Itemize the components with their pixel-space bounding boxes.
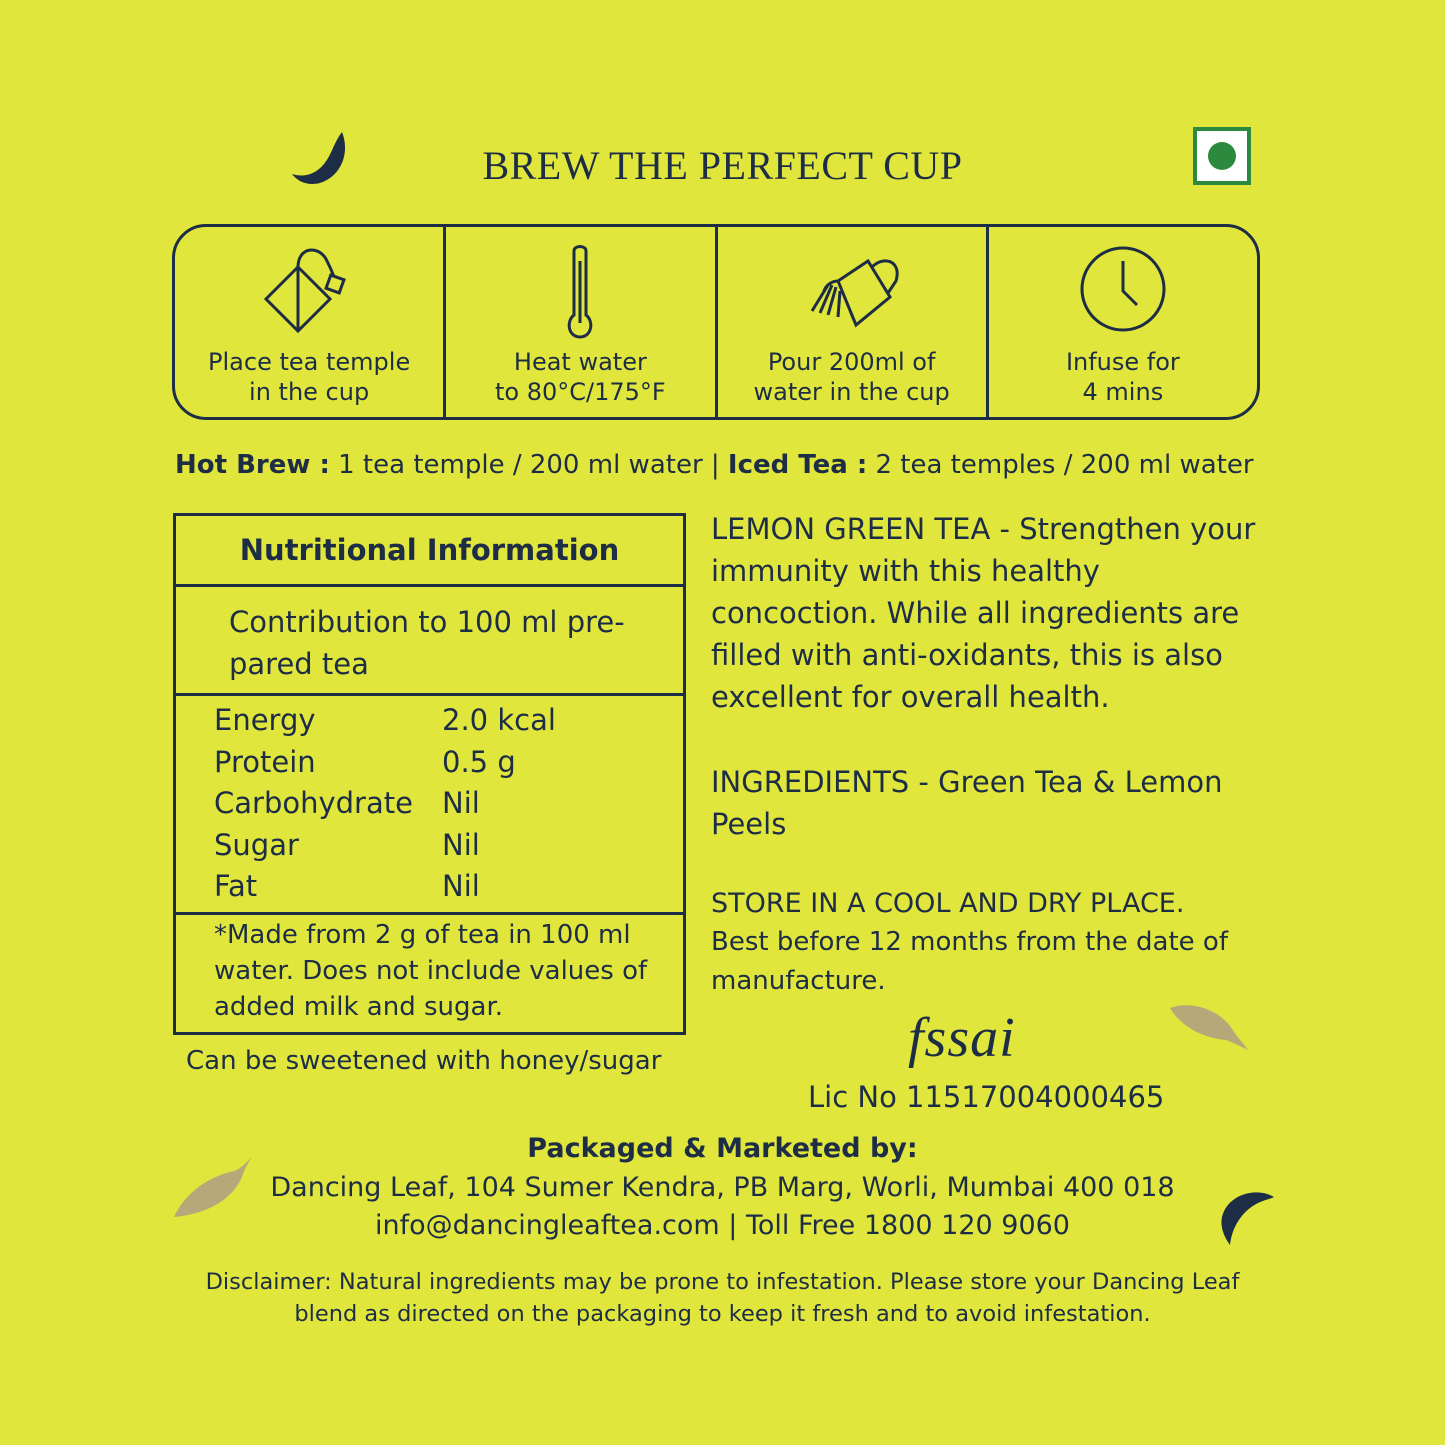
nutrient-value: Nil: [442, 827, 480, 862]
hot-brew-value: 1 tea temple / 200 ml water |: [329, 450, 728, 480]
nutrient-name: Sugar: [214, 827, 299, 862]
step-text: to 80°C/175°F: [495, 378, 666, 406]
disclaimer: Disclaimer: Natural ingredients may be prone to infestation. Please store your Dancing Leaf blend as directed on the packaging to keep it fresh and to avoid infestation.: [205, 1269, 1240, 1327]
brew-ratio: [175, 450, 1254, 480]
vegetarian-mark-icon: [1193, 127, 1251, 185]
iced-tea-label: Iced Tea :: [727, 450, 868, 480]
nutrient-name: Carbohydrate: [214, 786, 413, 821]
table-row: [214, 825, 683, 867]
nutrient-name: Energy: [214, 703, 316, 737]
step-place-tea: [175, 227, 446, 417]
tea-bag-icon: [254, 241, 364, 341]
license-number: Lic No 11517004000465: [808, 1080, 1165, 1114]
nutrition-contribution: Contribution to 100 ml pre-pared tea: [176, 587, 683, 696]
company-contact: info@dancingleaftea.com | Toll Free 1800 120 9060: [375, 1210, 1070, 1241]
nutrient-value: 2.0 kcal: [442, 703, 556, 737]
nutrition-rows: [176, 696, 683, 915]
nutrient-value: Nil: [442, 869, 480, 904]
step-infuse: [989, 227, 1257, 417]
thermometer-icon: [560, 241, 600, 341]
sweeten-note: Can be sweetened with honey/sugar: [186, 1046, 662, 1076]
step-text: in the cup: [249, 378, 370, 406]
step-text: Pour 200ml of: [767, 348, 936, 376]
leaf-icon: [1168, 1000, 1250, 1052]
nutrient-name: Protein: [214, 744, 316, 779]
table-row: [214, 783, 683, 825]
step-text: 4 mins: [1082, 378, 1164, 406]
ingredients: INGREDIENTS - Green Tea & Lemon Peels: [711, 765, 1223, 841]
nutrition-note: *Made from 2 g of tea in 100 ml water. Does not include values of added milk and sugar.: [214, 920, 648, 1022]
product-description: LEMON GREEN TEA - Strengthen your immunity with this healthy concoction. While all ingredients are filled with anti-oxidants, this is also excellent for overall health.: [711, 512, 1256, 714]
step-pour-water: [718, 227, 989, 417]
step-text: Infuse for: [1065, 348, 1180, 376]
packaged-heading: Packaged & Marketed by:: [527, 1133, 918, 1164]
storage-body: Best before 12 months from the date of manufacture.: [711, 927, 1228, 996]
nutrition-header: Nutritional Information: [176, 516, 683, 587]
step-text: Place tea temple: [208, 348, 411, 376]
table-row: [214, 742, 683, 784]
nutrient-name: Fat: [214, 869, 258, 904]
brewing-steps: [172, 224, 1260, 420]
pouring-jug-icon: [792, 241, 912, 341]
step-heat-water: [446, 227, 717, 417]
clock-icon: [1073, 241, 1173, 341]
hot-brew-label: Hot Brew :: [175, 450, 330, 480]
fssai-logo: fssai: [908, 1007, 1016, 1069]
nutrition-table: [173, 513, 686, 1035]
step-text: water in the cup: [753, 378, 950, 406]
step-text: Heat water: [513, 348, 647, 376]
storage-info: [711, 885, 1271, 1001]
iced-tea-value: 2 tea temples / 200 ml water: [867, 450, 1254, 480]
table-row: [214, 866, 683, 908]
table-row: [214, 700, 683, 742]
page-title: BREW THE PERFECT CUP: [482, 143, 963, 188]
storage-heading: STORE IN A COOL AND DRY PLACE.: [711, 888, 1185, 919]
nutrient-value: Nil: [442, 786, 480, 821]
company-address: Dancing Leaf, 104 Sumer Kendra, PB Marg, Worli, Mumbai 400 018: [270, 1172, 1175, 1203]
nutrient-value: 0.5 g: [442, 744, 516, 779]
